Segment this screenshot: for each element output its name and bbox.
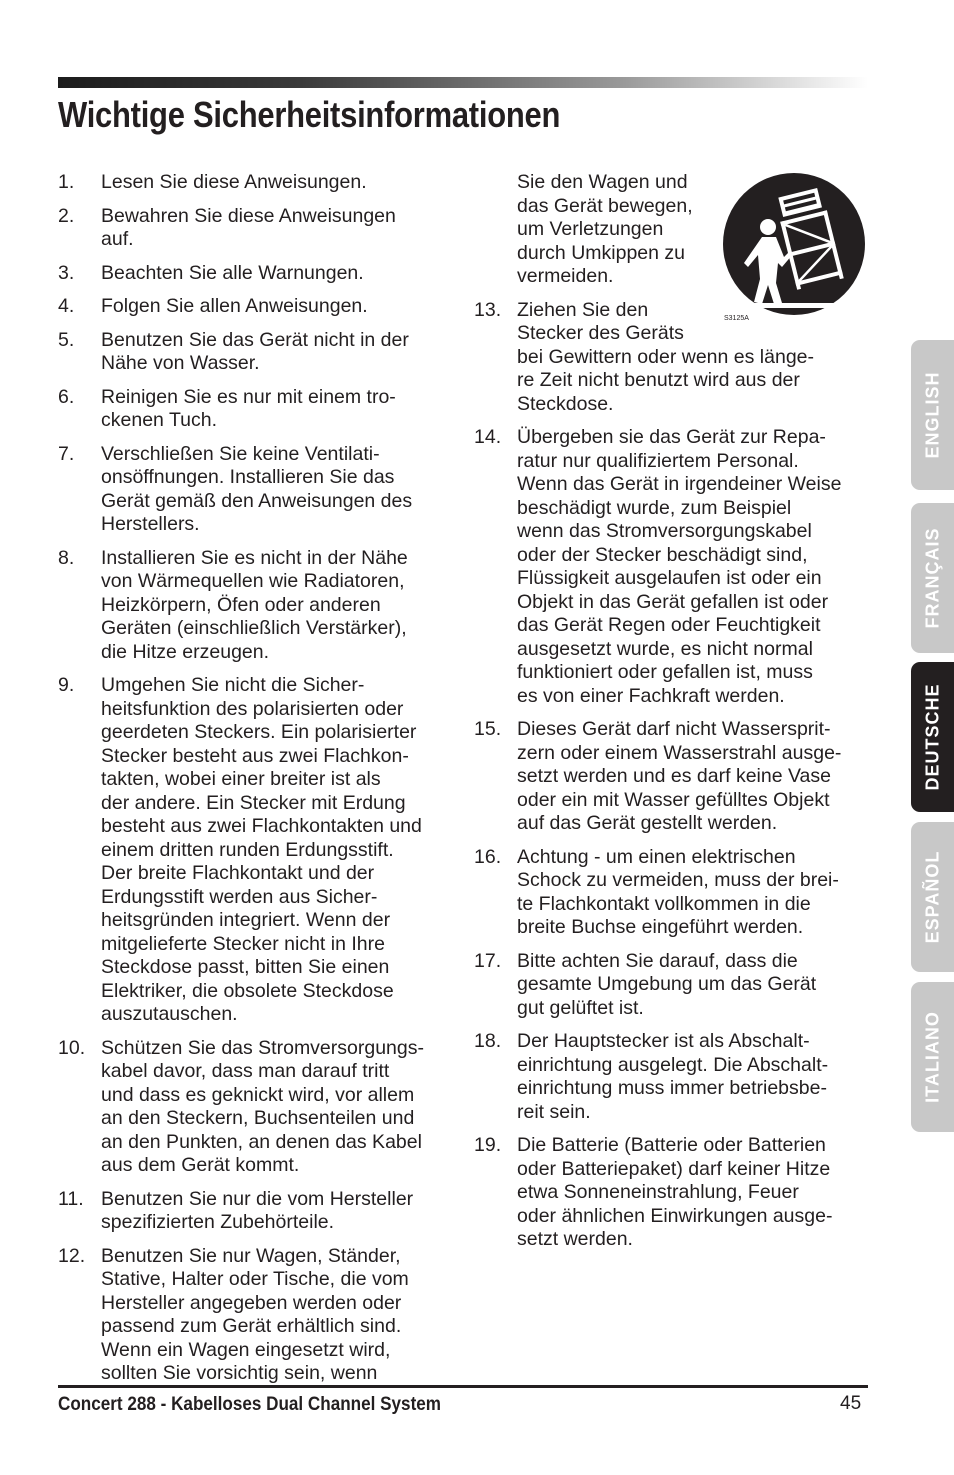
tab-espanol[interactable] <box>911 822 954 972</box>
page-title: Wichtige Sicherheitsinformationen <box>58 94 561 135</box>
list-item <box>58 171 456 195</box>
cart-warning-code: S3125A <box>724 315 749 322</box>
item-text: Die Batterie (Batterie oder Batterien oder Batteriepaket) darf keiner Hitze etwa Sonneneinstrahlung, Feuer oder ähnlichen Einwirkungen ausge- setzt werden. <box>517 1134 833 1250</box>
item-text: Schützen Sie das Stromversorgungs- kabel davor, dass man darauf tritt und dass es geknickt wird, vor allem an den Steckern, Buchsenteilen und an den Punkten, an denen das Kabel aus dem Gerät kommt. <box>101 1036 424 1176</box>
item-text: Ziehen Sie den Stecker des Geräts bei Gewittern oder wenn es länge- re Zeit nicht benutzt wird aus der Steckdose. <box>517 298 815 415</box>
item-text: Installieren Sie es nicht in der Nähe von Wärmequellen wie Radiatoren, Heizkörpern, Öfen oder anderen Geräten (einschließlich Verstärker), die Hitze erzeugen. <box>101 546 408 663</box>
item-text: Bewahren Sie diese Anweisungen auf. <box>101 204 396 250</box>
item-number: 1. <box>58 171 75 193</box>
item-number: 3. <box>58 261 75 284</box>
item-number: 7. <box>58 442 75 465</box>
list-item <box>58 205 456 252</box>
tab-deutsche-label: DEUTSCHE <box>922 683 942 791</box>
item-text: Umgehen Sie nicht die Sicher- heitsfunktion des polarisierten oder geerdeten Steckers. Ein polarisierter Stecker besteht aus zwei Flachkon- takten, wobei einer breiter ist als der andere. Ein Stecker mit Erdung besteht aus zwei Flachkontakten und einem dritten runden Erdungsstift. Der breite Flachkontakt und der Erdungsstift werden aus Sicher- heitsgründen integriert. Wenn der mitgelieferte Stecker nicht in Ihre Steckdose passt, bitten Sie einen Elektriker, die obsolete Steckdose auszutauschen. <box>101 674 422 1025</box>
item-text: Dieses Gerät darf nicht Wassersprit- zern oder einem Wasserstrahl ausge- setzt werden und es darf keine Vase oder ein mit Wasser gefülltes Objekt auf das Gerät gestellt werden. <box>517 718 842 834</box>
list-item <box>474 1030 870 1124</box>
item-number: 5. <box>58 328 75 351</box>
item-text: Übergeben sie das Gerät zur Repa- ratur nur qualifiziertem Personal. Wenn das Gerät in irgendeiner Weise beschädigt wurde, zum Beispiel wenn das Stromversorgungskabel oder der Stecker beschädigt sind, Flüssigkeit ausgelaufen ist oder ein Objekt in das Gerät gefallen ist oder das Gerät Regen oder Feuchtigkeit ausgesetzt wurde, es nicht normal funktioniert oder gefallen ist, muss es von einer Fachkraft werden. <box>517 426 842 707</box>
list-item <box>58 329 456 376</box>
tab-espanol-label: ESPAÑOL <box>922 850 942 944</box>
item-number: 18. <box>474 1030 502 1052</box>
item-text: Verschließen Sie keine Ventilati- onsöffnungen. Installieren Sie das Gerät gemäß den Anweisungen des Herstellers. <box>101 442 413 535</box>
item-number: 10. <box>58 1036 86 1059</box>
header-gradient-bar <box>58 77 868 88</box>
item-text: Benutzen Sie nur Wagen, Ständer, Stative, Halter oder Tische, die vom Hersteller angegeben werden oder passend zum Gerät erhältlich sind. Wenn ein Wagen eingesetzt wird, sollten Sie vorsichtig sein, wenn <box>101 1244 409 1384</box>
item-text: Folgen Sie allen Anweisungen. <box>101 295 368 317</box>
footer-title: Concert 288 - Kabelloses Dual Channel System <box>58 1394 441 1415</box>
list-item <box>58 295 456 319</box>
tab-italiano-label: ITALIANO <box>922 1011 942 1103</box>
item-number: 6. <box>58 385 75 408</box>
footer-rule <box>58 1385 868 1388</box>
item-number: 11. <box>58 1187 84 1210</box>
item-number: 19. <box>474 1134 502 1156</box>
list-item <box>58 547 456 665</box>
list-item <box>58 262 456 286</box>
item-text: Benutzen Sie das Gerät nicht in der Nähe von Wasser. <box>101 328 409 374</box>
item-number: 12. <box>58 1244 86 1267</box>
left-column <box>58 171 456 1396</box>
item-number: 13. <box>474 298 502 321</box>
item-text: Bitte achten Sie darauf, dass die gesamte Umgebung um das Gerät gut gelüftet ist. <box>517 949 817 1019</box>
item-number: 4. <box>58 295 75 317</box>
item-text: Achtung - um einen elektrischen Schock zu vermeiden, muss der brei- te Flachkontakt vollkommen in die breite Buchse eingeführt werden. <box>517 845 839 938</box>
tab-francais[interactable] <box>911 503 954 653</box>
list-item <box>474 426 870 708</box>
tab-italiano[interactable] <box>911 982 954 1132</box>
item-text: Lesen Sie diese Anweisungen. <box>101 171 367 193</box>
item-12-continuation: Sie den Wagen und das Gerät bewegen, um Verletzungen durch Umkippen zu vermeiden. <box>517 171 693 287</box>
list-item <box>58 1037 456 1178</box>
item-number: 2. <box>58 204 75 227</box>
right-column <box>474 171 870 1262</box>
list-item <box>474 718 870 836</box>
list-item <box>474 846 870 940</box>
page-number: 45 <box>840 1393 862 1414</box>
item-number: 17. <box>474 949 502 972</box>
tab-english[interactable] <box>911 340 954 490</box>
item-text: Der Hauptstecker ist als Abschalt- einrichtung ausgelegt. Die Abschalt- einrichtung muss immer betriebsbe- reit sein. <box>517 1030 829 1123</box>
list-item <box>474 950 870 1021</box>
cart-tip-over-warning-icon <box>718 171 870 326</box>
tab-english-label: ENGLISH <box>922 371 942 459</box>
item-text: Reinigen Sie es nur mit einem tro- ckenen Tuch. <box>101 385 396 431</box>
item-number: 15. <box>474 718 502 740</box>
item-number: 8. <box>58 546 75 569</box>
item-text: Benutzen Sie nur die vom Hersteller spezifizierten Zubehörteile. <box>101 1187 414 1233</box>
item-number: 16. <box>474 845 502 868</box>
list-item <box>474 1134 870 1252</box>
list-item <box>58 443 456 537</box>
item-number: 14. <box>474 426 502 448</box>
tab-francais-label: FRANÇAIS <box>922 527 942 629</box>
list-item <box>58 1188 456 1235</box>
list-item <box>58 386 456 433</box>
list-item <box>58 674 456 1027</box>
list-item <box>58 1245 456 1386</box>
item-text: Beachten Sie alle Warnungen. <box>101 261 364 284</box>
tab-deutsche[interactable] <box>911 662 954 812</box>
item-number: 9. <box>58 674 75 696</box>
